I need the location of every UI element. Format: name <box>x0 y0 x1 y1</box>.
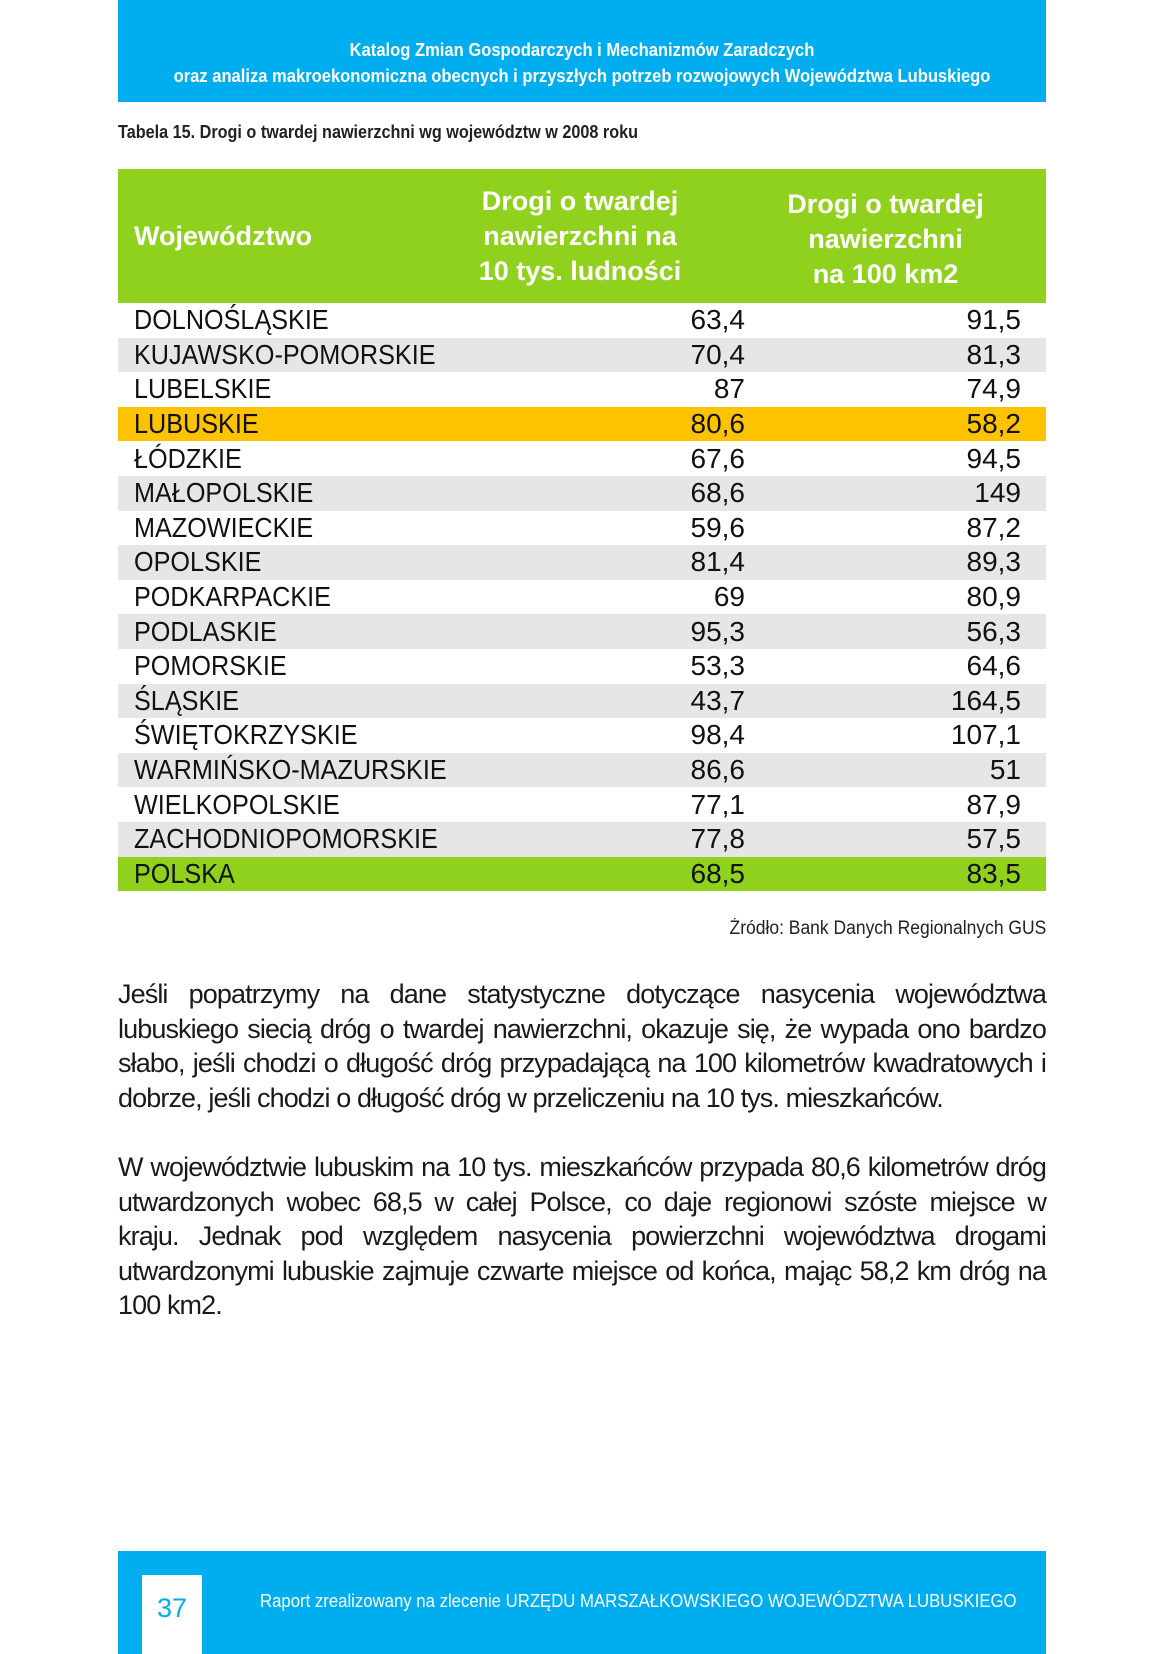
cell-per-10k: 98,4 <box>690 719 745 751</box>
table-row <box>118 511 1046 546</box>
table-row <box>118 822 1046 857</box>
table-source: Źródło: Bank Danych Regionalnych GUS <box>729 918 1046 939</box>
roads-table <box>118 169 1046 891</box>
table-row <box>118 338 1046 373</box>
footer-text: Raport zrealizowany na zlecenie URZĘDU MARSZAŁKOWSKIEGO WOJEWÓDZTWA LUBUSKIEGO <box>260 1591 1017 1611</box>
page-number: 37 <box>142 1575 202 1654</box>
cell-voivodeship: LUBUSKIE <box>134 408 259 440</box>
table-row <box>118 614 1046 649</box>
cell-voivodeship: POLSKA <box>134 857 235 889</box>
cell-voivodeship: ZACHODNIOPOMORSKIE <box>134 823 438 855</box>
cell-voivodeship: MAŁOPOLSKIE <box>134 477 314 509</box>
cell-per-10k: 59,6 <box>690 511 745 543</box>
cell-voivodeship: LUBELSKIE <box>134 373 272 405</box>
cell-per-100km2: 83,5 <box>966 857 1021 889</box>
cell-voivodeship: OPOLSKIE <box>134 546 262 578</box>
cell-voivodeship: ŁÓDZKIE <box>134 442 242 474</box>
cell-per-10k: 87 <box>713 373 745 405</box>
cell-voivodeship: WIELKOPOLSKIE <box>134 788 340 820</box>
cell-per-100km2: 164,5 <box>950 684 1021 716</box>
cell-voivodeship: WARMIŃSKO-MAZURSKIE <box>134 754 447 786</box>
table-row <box>118 407 1046 442</box>
cell-per-100km2: 107,1 <box>950 719 1021 751</box>
table-row <box>118 545 1046 580</box>
cell-per-10k: 69 <box>713 581 745 613</box>
cell-per-10k: 81,4 <box>690 546 745 578</box>
cell-per-100km2: 91,5 <box>966 304 1021 336</box>
cell-voivodeship: ŚLĄSKIE <box>134 684 240 716</box>
table-caption: Tabela 15. Drogi o twardej nawierzchni wg województw w 2008 roku <box>118 122 639 142</box>
paragraph-2: W województwie lubuskim na 10 tys. mieszkańców przypada 80,6 kilometrów dróg utwardzonych wobec 68,5 w całej Polsce, co daje regionowi szóste miejsce w kraju. Jednak pod względem nasycenia powierzchni województwa drogami utwardzonymi lubuskie zajmuje czwarte miejsce od końca, mając 58,2 km dróg na 100 km2. <box>118 1152 1046 1320</box>
cell-voivodeship: MAZOWIECKIE <box>134 511 314 543</box>
cell-voivodeship: ŚWIĘTOKRZYSKIE <box>134 719 358 751</box>
cell-per-10k: 70,4 <box>690 338 745 370</box>
cell-per-10k: 53,3 <box>690 650 745 682</box>
cell-per-10k: 80,6 <box>690 408 745 440</box>
cell-per-10k: 68,5 <box>690 857 745 889</box>
column-header-voivodeship: Województwo <box>134 220 312 251</box>
cell-voivodeship: PODKARPACKIE <box>134 581 331 613</box>
cell-per-100km2: 80,9 <box>966 581 1021 613</box>
header-line-1: Katalog Zmian Gospodarczych i Mechanizmów Zaradczych <box>349 40 815 60</box>
page-footer <box>118 1551 1046 1654</box>
header-line-2: oraz analiza makroekonomiczna obecnych i przyszłych potrzeb rozwojowych Województwa Lubuskiego <box>173 66 991 86</box>
table-row <box>118 372 1046 407</box>
table-row <box>118 303 1046 338</box>
table-row <box>118 580 1046 615</box>
table-row <box>118 441 1046 476</box>
cell-per-10k: 63,4 <box>690 304 745 336</box>
cell-per-100km2: 149 <box>974 477 1021 509</box>
table-row <box>118 787 1046 822</box>
cell-voivodeship: DOLNOŚLĄSKIE <box>134 304 329 336</box>
table-row <box>118 476 1046 511</box>
cell-per-100km2: 57,5 <box>966 823 1021 855</box>
table-row <box>118 718 1046 753</box>
cell-per-100km2: 81,3 <box>966 338 1021 370</box>
column-header-per-100km2: Drogi o twardej nawierzchni na 100 km2 <box>787 188 984 289</box>
cell-voivodeship: KUJAWSKO-POMORSKIE <box>134 338 436 370</box>
paragraph-1: Jeśli popatrzymy na dane statystyczne dotyczące nasycenia województwa lubuskiego siecią dróg o twardej nawierzchni, okazuje się, że wypada ono bardzo słabo, jeśli chodzi o długość dróg przypadającą na 100 kilometrów kwadratowych i dobrze, jeśli chodzi o długość dróg w przeliczeniu na 10 tys. mieszkańców. <box>118 979 1046 1113</box>
table-body <box>118 303 1046 891</box>
cell-per-100km2: 87,9 <box>966 788 1021 820</box>
table-header <box>118 169 1046 303</box>
page-header <box>118 0 1046 102</box>
cell-per-100km2: 87,2 <box>966 511 1021 543</box>
table-row <box>118 753 1046 788</box>
cell-per-10k: 68,6 <box>690 477 745 509</box>
cell-per-10k: 43,7 <box>690 684 745 716</box>
cell-per-10k: 95,3 <box>690 615 745 647</box>
cell-per-10k: 77,1 <box>690 788 745 820</box>
cell-per-100km2: 58,2 <box>966 408 1021 440</box>
cell-per-10k: 86,6 <box>690 754 745 786</box>
table-row <box>118 684 1046 719</box>
cell-voivodeship: POMORSKIE <box>134 650 287 682</box>
table-row <box>118 649 1046 684</box>
cell-per-10k: 77,8 <box>690 823 745 855</box>
column-header-per-10k: Drogi o twardej nawierzchni na 10 tys. ludności <box>478 185 682 286</box>
cell-per-100km2: 94,5 <box>966 442 1021 474</box>
cell-per-10k: 67,6 <box>690 442 745 474</box>
cell-per-100km2: 74,9 <box>966 373 1021 405</box>
table-row <box>118 857 1046 892</box>
cell-per-100km2: 89,3 <box>966 546 1021 578</box>
cell-voivodeship: PODLASKIE <box>134 615 277 647</box>
cell-per-100km2: 51 <box>989 754 1021 786</box>
cell-per-100km2: 56,3 <box>966 615 1021 647</box>
cell-per-100km2: 64,6 <box>966 650 1021 682</box>
